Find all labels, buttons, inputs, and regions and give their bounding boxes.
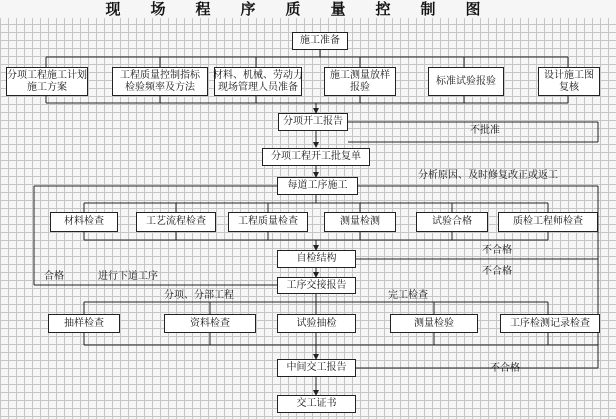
node-std-test: 标准试验报验 — [428, 67, 504, 96]
node-certificate: 交工证书 — [277, 395, 356, 413]
label-analyze: 分析原因、及时修复改正或返工 — [418, 170, 558, 181]
node-eng-check: 工程质量检查 — [228, 212, 308, 232]
label-pass: 合格 — [44, 271, 64, 282]
node-test-sample: 试验抽检 — [277, 314, 356, 333]
label-complete-check: 完工检查 — [388, 290, 428, 301]
node-sample: 抽样检查 — [48, 314, 120, 333]
label-sub-part: 分项、分部工程 — [164, 290, 234, 301]
node-survey: 施工测量放样 报验 — [324, 67, 396, 96]
node-proc-check: 工艺流程检查 — [136, 212, 216, 232]
node-start-report: 分项开工报告 — [278, 113, 348, 131]
label-fail-2: 不合格 — [482, 266, 512, 277]
label-fail-1: 不合格 — [482, 245, 512, 256]
node-sub-plan: 分项工程施工计划 施工方案 — [6, 67, 88, 96]
node-self-check: 自检结构 — [277, 250, 356, 268]
node-start-approval: 分项工程开工批复单 — [262, 148, 370, 166]
node-measure: 测量检测 — [324, 212, 396, 232]
node-each-process: 每道工序施工 — [277, 177, 358, 195]
label-fail-3: 不合格 — [490, 363, 520, 374]
node-qc-check: 质检工程师检查 — [498, 212, 598, 232]
node-test-ok: 试验合格 — [416, 212, 488, 232]
node-handover: 工序交接报告 — [277, 277, 356, 294]
node-mid-handover: 中间交工报告 — [277, 359, 356, 377]
node-measure-verify: 测量检验 — [390, 314, 478, 333]
node-mat-check: 材料检查 — [50, 212, 118, 232]
node-design-review: 设计施工图 复核 — [538, 67, 600, 96]
node-record-check: 工序检测记录检查 — [500, 314, 600, 333]
node-quality-index: 工程质量控制指标 检验频率及方法 — [112, 67, 208, 96]
label-next-process: 进行下道工序 — [98, 271, 158, 282]
label-not-approved: 不批准 — [470, 125, 500, 136]
diagram-title: 现场程序质量控制图 — [0, 0, 616, 18]
node-prep: 施工准备 — [292, 32, 348, 50]
node-materials: 材料、机械、劳动力 现场管理人员准备 — [214, 67, 302, 96]
node-data-check: 资料检查 — [164, 314, 256, 333]
